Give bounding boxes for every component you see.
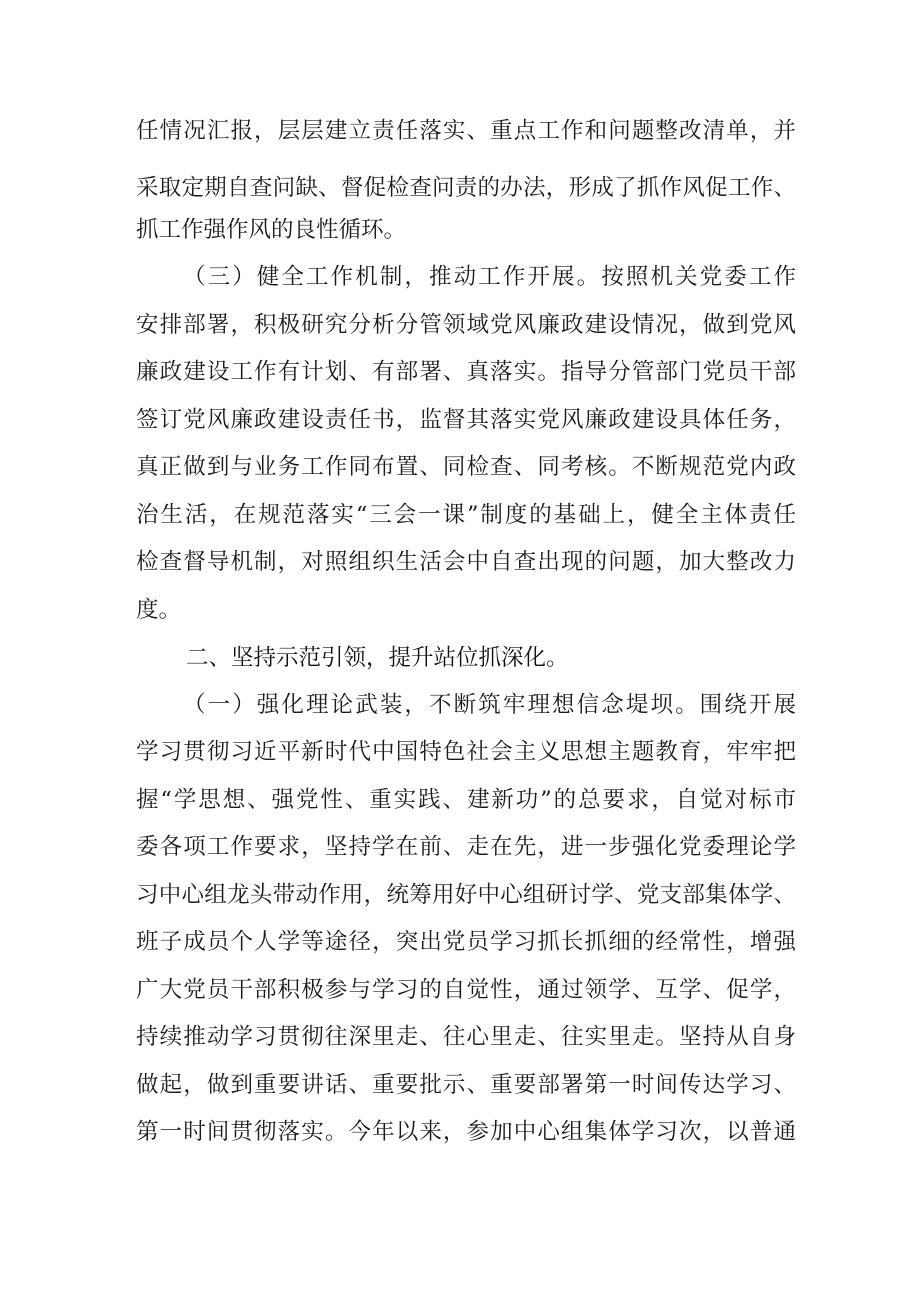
paragraph-line: 班子成员个人学等途径，突出党员学习抓长抓细的经常性，增强 [136,929,796,955]
paragraph-line: 第一时间贯彻落实。今年以来，参加中心组集体学习次，以普通 [136,1119,796,1145]
subsection-title-line: （三）健全工作机制，推动工作开展。按照机关党委工作 [183,264,796,290]
paragraph-line: 持续推动学习贯彻往深里走、往心里走、往实里走。坚持从自身 [136,1024,796,1050]
paragraph-line: 抓工作强作风的良性循环。 [136,217,407,243]
paragraph-line: 学习贯彻习近平新时代中国特色社会主义思想主题教育，牢牢把 [136,739,796,765]
paragraph-line: 安排部署，积极研究分析分管领域党风廉政建设情况，做到党风 [136,312,796,338]
paragraph-line: 任情况汇报，层层建立责任落实、重点工作和问题整改清单，并 [136,118,796,144]
section-heading: 二、坚持示范引领，提升站位抓深化。 [186,645,569,671]
paragraph-line: 广大党员干部积极参与学习的自觉性，通过领学、互学、促学， [136,977,796,1003]
paragraph-line: 签订党风廉政建设责任书，监督其落实党风廉政建设具体任务， [136,407,796,433]
paragraph-line: 度。 [136,597,182,623]
paragraph-line: 委各项工作要求，坚持学在前、走在先，进一步强化党委理论学 [136,834,796,860]
paragraph-line: 真正做到与业务工作同布置、同检查、同考核。不断规范党内政 [136,454,796,480]
paragraph-line: 习中心组龙头带动作用，统筹用好中心组研讨学、党支部集体学、 [136,882,796,908]
paragraph-line: 握“学思想、强党性、重实践、建新功”的总要求，自觉对标市 [136,787,796,813]
paragraph-line: 采取定期自查问缺、督促检查问责的办法，形成了抓作风促工作、 [136,175,796,201]
paragraph-line: 检查督导机制，对照组织生活会中自查出现的问题，加大整改力 [136,549,796,575]
subsection-title-line: （一）强化理论武装，不断筑牢理想信念堤坝。围绕开展 [183,692,796,718]
paragraph-line: 治生活，在规范落实“三会一课”制度的基础上，健全主体责任 [136,502,796,528]
paragraph-line: 廉政建设工作有计划、有部署、真落实。指导分管部门党员干部 [136,359,796,385]
paragraph-line: 做起，做到重要讲话、重要批示、重要部署第一时间传达学习、 [136,1072,796,1098]
